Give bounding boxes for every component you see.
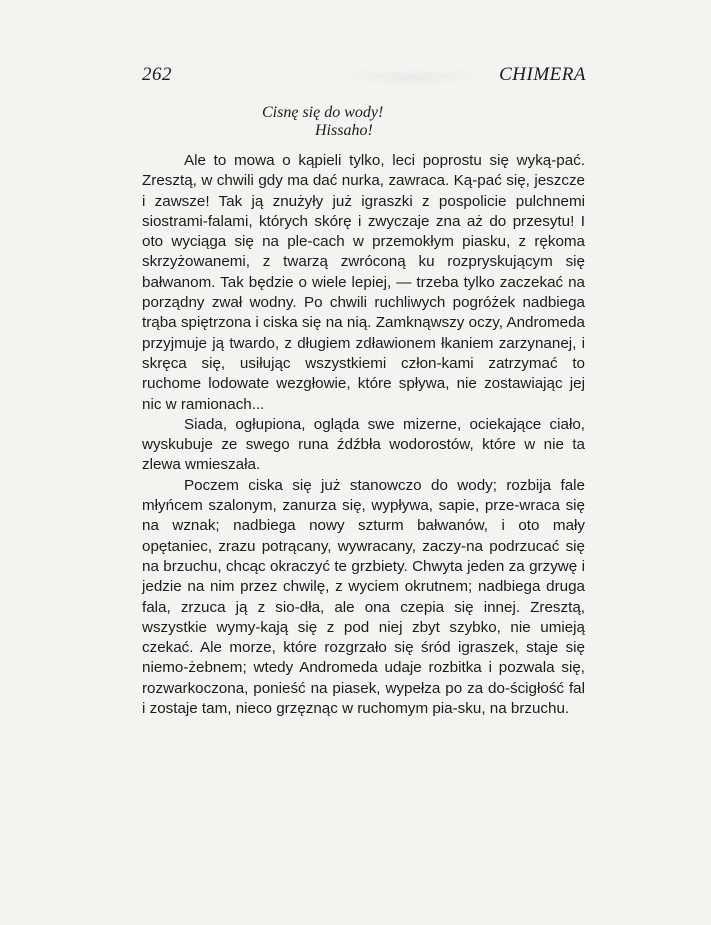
page-header: [142, 64, 586, 88]
body-text: [142, 151, 585, 719]
page-number: 262: [142, 64, 172, 85]
paragraph-3: Poczem ciska się już stanowczo do wody; rozbija fale młyńcem szalonym, zanurza się, wypływa, sapie, prze-wraca się na wznak; nadbiega nowy szturm bałwanów, i oto mały opętaniec, zrazu potrącany, wywracany, zaczy-na podrzucać się na brzuchu, chcąc okraczyć te grzbiety. Chwyta jeden za grzywę i jedzie na nim przez chwilę, z wyciem okrutnem; nadbiega druga fala, zrzuca ją z sio-dła, ale ona czepia się innej. Zresztą, wszystkie wymy-kają się z pod niej zbyt szybko, nie umieją czekać. Ale morze, które rozgrzało się śród igraszek, staje się niemo-żebnem; wtedy Andromeda udaje rozbitka i pozwala się, rozwarkoczona, ponieść na piasek, wypełza po za do-ścigłość fal i zostaje tam, nieco grzęznąc w ruchomym pia-sku, na brzuchu.: [142, 476, 585, 718]
paragraph-1: Ale to mowa o kąpieli tylko, leci poprostu się wyką-pać. Zresztą, w chwili gdy ma dać nurka, zawraca. Ką-pać się, jeszcze i zawsze! Tak ją znużyły już igraszki z pospolicie pulchnemi siostrami-falami, których skórę i zwyczaje zna aż do przesytu! I oto wyciąga się na ple-cach w przemokłym piasku, z rękoma skrzyżowanemi, z twarzą zwróconą ku rozpryskującym się bałwanom. Tak będzie o wiele lepiej, — trzeba tylko zaczekać na porządny zwał wodny. Po chwili ruchliwych pogróżek nadbiega trąba spiętrzona i ciska się na nią. Zamknąwszy oczy, Andromeda przyjmuje ją twardo, z długiem zdławionem łkaniem zarzynanej, i skręca się, usiłując wszystkiemi człon-kami zatrzymać to ruchome lodowate wezgłowie, które spływa, nie zostawiając jej nic w ramionach...: [142, 152, 585, 413]
verse-epigraph: [262, 104, 383, 140]
paragraph-2: Siada, ogłupiona, ogląda swe mizerne, ociekające ciało, wyskubuje ze swego runa źdźbła wodorostów, które w nie ta zlewa wmieszała.: [142, 415, 585, 474]
verse-line-1: Cisnę się do wody!: [262, 104, 384, 121]
verse-line-2: Hissaho!: [315, 122, 373, 139]
running-title: CHIMERA: [499, 64, 586, 85]
